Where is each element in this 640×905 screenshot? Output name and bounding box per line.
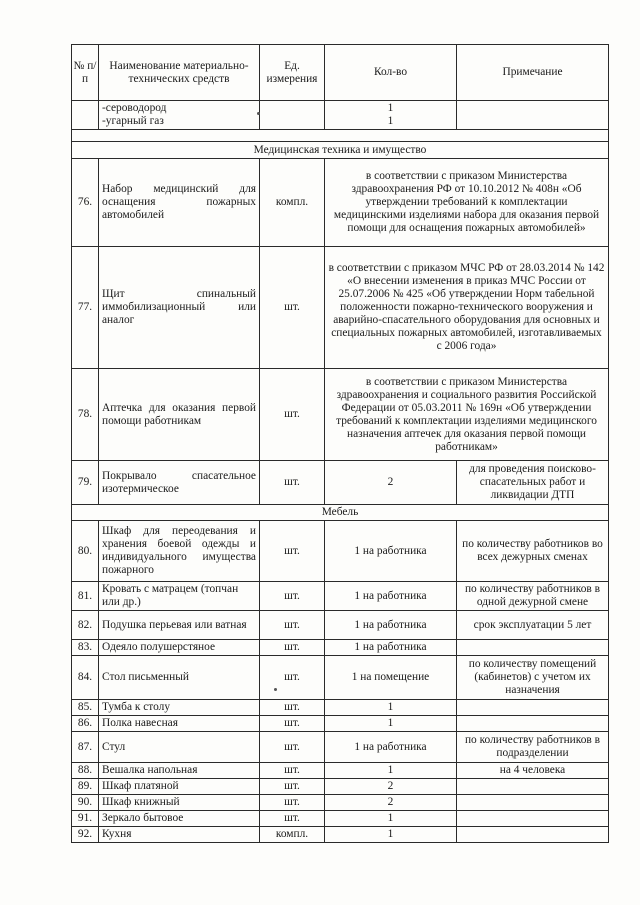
row-name: Вешалка напольная (99, 763, 260, 779)
row-unit: шт. (260, 716, 325, 732)
row-unit: компл. (260, 159, 325, 247)
header-num: № п/п (72, 45, 99, 101)
row-qty: 1 (325, 763, 457, 779)
row-note (457, 795, 609, 811)
table-row (72, 611, 609, 640)
row-unit: шт. (260, 763, 325, 779)
row-name: Стол письменный (99, 656, 260, 700)
row-num: 77. (72, 247, 99, 369)
row-name: Покрывало спасательное изотермическое (99, 461, 260, 505)
row-num: 86. (72, 716, 99, 732)
row-unit: шт. (260, 811, 325, 827)
row-note (457, 811, 609, 827)
table-row (72, 827, 609, 843)
row-num: 87. (72, 732, 99, 763)
row-unit: шт. (260, 247, 325, 369)
row-num: 90. (72, 795, 99, 811)
row-num: 88. (72, 763, 99, 779)
row-name: Тумба к столу (99, 700, 260, 716)
table-row (72, 247, 609, 369)
row-qty: в соответствии с приказом МЧС РФ от 28.03.2014 № 142 «О внесении изменения в приказ МЧС России от 25.07.2006 № 425 «Об утверждении Норм табельной положенности пожарно-технического вооружения и аварийно-спасательного оборудования для основных и специальных пожарных автомобилей, изготавливаемых с 2006 года» (325, 247, 609, 369)
row-num: 92. (72, 827, 99, 843)
equipment-table (71, 44, 609, 843)
row-qty: 1 (325, 811, 457, 827)
row-name: Стул (99, 732, 260, 763)
table-row (72, 716, 609, 732)
row-name: Кухня (99, 827, 260, 843)
table-row (72, 521, 609, 582)
row-num: 82. (72, 611, 99, 640)
row-qty: 1 (325, 716, 457, 732)
header-qty: Кол-во (325, 45, 457, 101)
table-row (72, 582, 609, 611)
row-note (457, 716, 609, 732)
row-num: 80. (72, 521, 99, 582)
section-title-furniture: Мебель (72, 505, 609, 521)
row-qty: 1 на работника (325, 582, 457, 611)
table-row (72, 779, 609, 795)
table-row (72, 159, 609, 247)
row-unit: шт. (260, 779, 325, 795)
section-row-furniture (72, 505, 609, 521)
gas-qty-2: 1 (387, 115, 394, 127)
row-qty: 2 (325, 461, 457, 505)
table-row (72, 640, 609, 656)
row-qty: 1 (325, 827, 457, 843)
row-num: 85. (72, 700, 99, 716)
section-row-medical (72, 142, 609, 159)
row-note (457, 700, 609, 716)
row-name: Шкаф книжный (99, 795, 260, 811)
row-num: 83. (72, 640, 99, 656)
gas-unit-cell (260, 101, 325, 130)
row-note: по количеству помещений (кабинетов) с учетом их назначения (457, 656, 609, 700)
header-name: Наименование материально-технических средств (99, 45, 260, 101)
table-row-gases (72, 101, 609, 130)
row-unit: шт. (260, 640, 325, 656)
row-num: 81. (72, 582, 99, 611)
row-qty: в соответствии с приказом Министерства здравоохранения и социального развития Российской Федерации от 05.03.2011 № 169н «Об утверждении требований к комплектации изделиями медицинского назначения аптечек для оказания первой помощи работникам» (325, 369, 609, 461)
row-qty: 1 на работника (325, 732, 457, 763)
row-name: Шкаф для переодевания и хранения боевой одежды и индивидуального имущества пожарного (99, 521, 260, 582)
gas-name-cell (99, 101, 260, 130)
row-qty: 2 (325, 779, 457, 795)
table-row (72, 369, 609, 461)
table-row (72, 732, 609, 763)
header-note: Примечание (457, 45, 609, 101)
row-name: Подушка перьевая или ватная (99, 611, 260, 640)
row-unit: шт. (260, 461, 325, 505)
row-num: 91. (72, 811, 99, 827)
gas-note-cell (457, 101, 609, 130)
row-unit: шт. (260, 582, 325, 611)
row-note: по количеству работников во всех дежурных сменах (457, 521, 609, 582)
row-unit: шт. (260, 521, 325, 582)
header-unit: Ед. измерения (260, 45, 325, 101)
table-row (72, 811, 609, 827)
row-note: по количеству работников в одной дежурной смене (457, 582, 609, 611)
row-note: по количеству работников в подразделении (457, 732, 609, 763)
row-note (457, 779, 609, 795)
row-qty: 1 на работника (325, 521, 457, 582)
row-qty: 2 (325, 795, 457, 811)
row-num: 79. (72, 461, 99, 505)
table-row (72, 656, 609, 700)
row-name: Шкаф платяной (99, 779, 260, 795)
table-row (72, 795, 609, 811)
gas-name-1: -сероводород (102, 102, 167, 114)
row-qty: 1 (325, 700, 457, 716)
row-name: Щит спинальный иммобилизационный или аналог (99, 247, 260, 369)
row-name: Аптечка для оказания первой помощи работникам (99, 369, 260, 461)
row-num: 89. (72, 779, 99, 795)
scan-speck (257, 112, 260, 115)
row-qty: 1 на работника (325, 611, 457, 640)
gas-name-2: -угарный газ (102, 115, 164, 127)
row-num: 78. (72, 369, 99, 461)
gas-qty-1: 1 (387, 102, 394, 114)
row-name: Кровать с матрацем (топчан или др.) (99, 582, 260, 611)
spacer-cell (72, 130, 609, 142)
row-name: Зеркало бытовое (99, 811, 260, 827)
table-row-spacer (72, 130, 609, 142)
row-qty: в соответствии с приказом Министерства здравоохранения РФ от 10.10.2012 № 408н «Об утверждении требований к комплектации медицинскими изделиями набора для оказания первой помощи для оснащения пожарных автомобилей» (325, 159, 609, 247)
table-row (72, 461, 609, 505)
row-unit: компл. (260, 827, 325, 843)
row-name: Полка навесная (99, 716, 260, 732)
row-note (457, 640, 609, 656)
row-unit: шт. (260, 700, 325, 716)
gas-num-cell (72, 101, 99, 130)
row-name: Одеяло полушерстяное (99, 640, 260, 656)
row-qty: 1 на помещение (325, 656, 457, 700)
row-note: на 4 человека (457, 763, 609, 779)
row-unit: шт. (260, 656, 325, 700)
table-header (72, 45, 609, 101)
row-unit: шт. (260, 795, 325, 811)
row-note (457, 827, 609, 843)
row-num: 84. (72, 656, 99, 700)
table-body (72, 101, 609, 843)
row-note: срок эксплуатации 5 лет (457, 611, 609, 640)
row-unit: шт. (260, 732, 325, 763)
gas-qty-cell (325, 101, 457, 130)
row-qty: 1 на работника (325, 640, 457, 656)
table-row (72, 700, 609, 716)
row-unit: шт. (260, 611, 325, 640)
row-note: для проведения поисково-спасательных работ и ликвидации ДТП (457, 461, 609, 505)
table-row (72, 763, 609, 779)
scan-speck (274, 688, 277, 691)
section-title-medical: Медицинская техника и имущество (72, 142, 609, 159)
row-name: Набор медицинский для оснащения пожарных автомобилей (99, 159, 260, 247)
row-unit: шт. (260, 369, 325, 461)
row-num: 76. (72, 159, 99, 247)
